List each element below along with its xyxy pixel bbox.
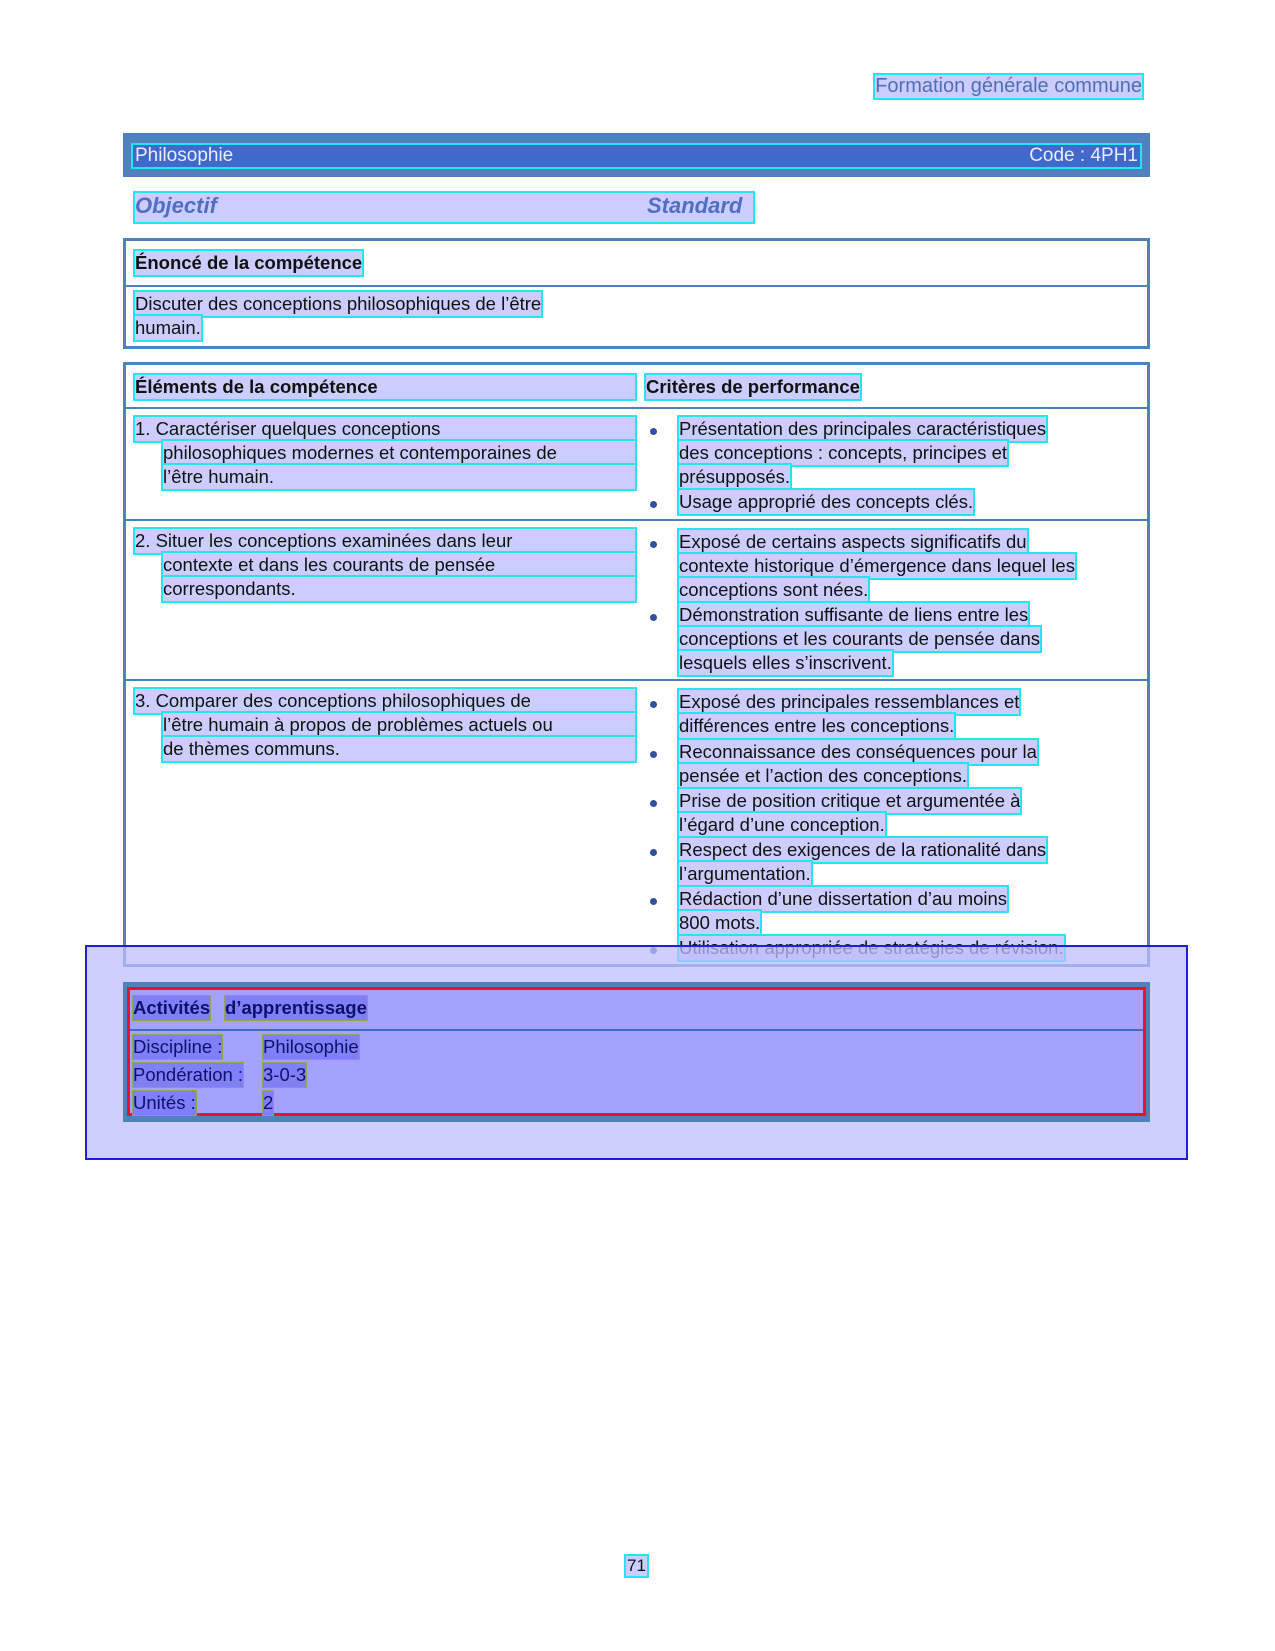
bullet-icon	[650, 849, 657, 856]
course-code: Code : 4PH1	[1029, 145, 1138, 166]
criterion-line: Reconnaissance des conséquences pour la	[679, 741, 1037, 762]
competence-statement-table	[123, 238, 1150, 349]
col-header-criteria: Critères de performance	[646, 376, 860, 397]
criterion-line: Présentation des principales caractéristiques	[679, 418, 1047, 439]
criterion-line: Prise de position critique et argumentée à	[679, 790, 1021, 811]
row-divider	[130, 1029, 1143, 1031]
standard-label: Standard	[647, 193, 743, 218]
bullet-icon	[650, 501, 657, 508]
element-line: 2. Situer les conceptions examinées dans leur	[135, 529, 635, 553]
unites-label: Unités :	[133, 1092, 196, 1113]
element-line: l’être humain à propos de problèmes actuels ou	[163, 713, 635, 737]
element-line: correspondants.	[163, 577, 635, 601]
bullet-icon	[650, 428, 657, 435]
row-divider	[126, 679, 1147, 681]
unites-value: 2	[263, 1092, 274, 1113]
criterion-line: Exposé de certains aspects significatifs du	[679, 531, 1027, 552]
criterion-line: Démonstration suffisante de liens entre les	[679, 604, 1029, 625]
elements-criteria-table	[123, 362, 1150, 967]
bullet-icon	[650, 800, 657, 807]
element-line: l’être humain.	[163, 465, 635, 489]
ponderation-value: 3-0-3	[263, 1064, 307, 1085]
criterion-line: lesquels elles s’inscrivent.	[679, 652, 892, 673]
bullet-icon	[650, 751, 657, 758]
criterion-line: pensée et l’action des conceptions.	[679, 765, 967, 786]
section-title: Formation générale commune	[875, 75, 1142, 97]
criterion-line: Rédaction d’une dissertation d’au moins	[679, 888, 1008, 909]
discipline-value: Philosophie	[263, 1036, 359, 1057]
course-name: Philosophie	[135, 145, 234, 166]
criterion-line: présupposés.	[679, 466, 791, 487]
criterion-line: 800 mots.	[679, 912, 761, 933]
ponderation-label: Pondération :	[133, 1064, 244, 1085]
page-number: 71	[627, 1556, 646, 1575]
activities-table	[123, 982, 1150, 1122]
element-line: 1. Caractériser quelques conceptions	[135, 417, 635, 441]
activities-heading-word2: d’apprentissage	[225, 997, 367, 1018]
bullet-icon	[650, 541, 657, 548]
row-divider	[126, 519, 1147, 521]
criterion-line: Usage approprié des concepts clés.	[679, 491, 974, 512]
element-line: 3. Comparer des conceptions philosophiques de	[135, 689, 635, 713]
activities-heading-word1: Activités	[133, 997, 211, 1018]
course-header-band	[123, 133, 1150, 177]
element-line: de thèmes communs.	[163, 737, 635, 761]
col-header-elements: Éléments de la compétence	[135, 375, 635, 399]
objectif-label: Objectif	[135, 193, 217, 218]
competence-statement-line: humain.	[135, 317, 201, 338]
criterion-line: conceptions sont nées.	[679, 579, 869, 600]
criterion-line: Exposé des principales ressemblances et	[679, 691, 1020, 712]
element-line: contexte et dans les courants de pensée	[163, 553, 635, 577]
criterion-line: Respect des exigences de la rationalité dans	[679, 839, 1047, 860]
criterion-line: différences entre les conceptions.	[679, 715, 955, 736]
bullet-icon	[650, 614, 657, 621]
discipline-label: Discipline :	[133, 1036, 223, 1057]
activities-selected-region	[127, 987, 1146, 1116]
criterion-line: conceptions et les courants de pensée dans	[679, 628, 1040, 649]
bullet-icon	[650, 701, 657, 708]
competence-heading: Énoncé de la compétence	[135, 252, 363, 273]
bullet-icon	[650, 898, 657, 905]
criterion-line: l’argumentation.	[679, 863, 811, 884]
criterion-line: l’égard d’une conception.	[679, 814, 885, 835]
element-line: philosophiques modernes et contemporaines de	[163, 441, 635, 465]
criterion-line: des conceptions : concepts, principes et	[679, 442, 1008, 463]
row-divider	[126, 407, 1147, 409]
criterion-line: contexte historique d’émergence dans lequel les	[679, 555, 1075, 576]
objectif-standard-row	[135, 193, 753, 222]
competence-statement-line: Discuter des conceptions philosophiques de l’être	[135, 293, 542, 314]
